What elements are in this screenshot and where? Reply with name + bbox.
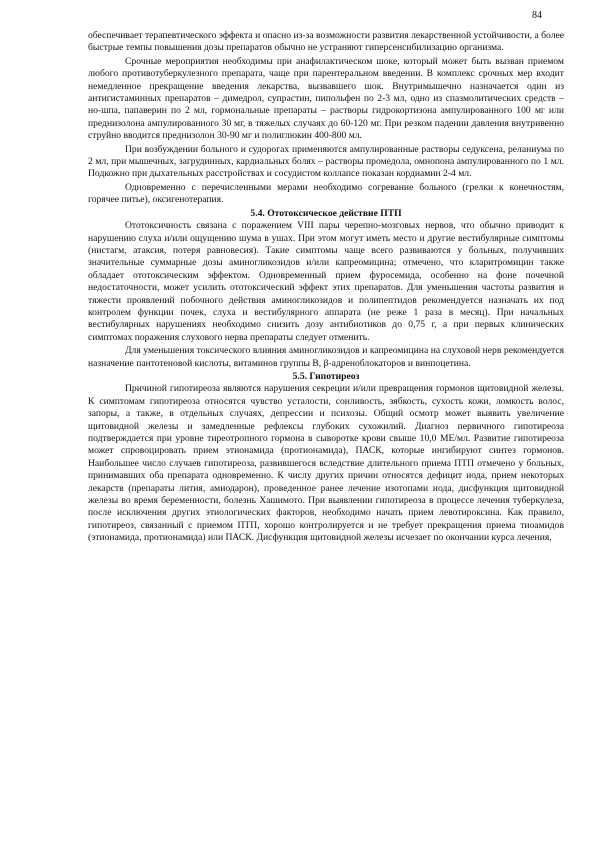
section-heading-ototoxicity: 5.4. Ототоксическое действие ПТП: [250, 207, 402, 219]
document-body: [88, 30, 564, 546]
paragraph-hypothyroidism: Причиной гипотиреоза являются нарушения секреции и/или превращения гормонов щитовидной железы. К симптомам гипотиреоза относятся чувство усталости, сонливость, зябкость, сухость кожи, ломкость волос, запоры, а также, в отдельных случаях, депрессии и психозы. Общий осмотр может выявить увеличение щитовидной железы и замедленные рефлексы глубоких сухожилий. Диагноз первичного гипотиреоза подтверждается при уровне тиреотропного гормона в сыворотке крови свыше 10,0 МЕ/мл. Развитие гипотиреоза может спровоцировать прием этионамида (протионамида), ПАСК, которые ингибируют синтез гормонов. Наибольшее число случаев гипотиреоза, развившегося вследствие длительного приема ПТП отмечено у больных, принимавших оба препарата одновременно. К числу других причин относятся дефицит иода, прием некоторых лекарств (препараты лития, амиодарон), проведенное ранее лечение изотопами иода, дисфункция щитовидной железы во время беременности, болезнь Хашимото. При выявлении гипотиреоза в процессе лечения туберкулеза, после исключения других этиологических факторов, необходимо начать прием левотироксина. Как правило, гипотиреоз, связанный с приемом ПТП, хорошо контролируется и не требует прекращения приема тиоамидов (этионамида, протионамида) или ПАСК. Дисфункция щитовидной железы исчезает по окончании курса лечения,: [88, 383, 564, 544]
page-number: 84: [532, 10, 542, 21]
paragraph-continuation: обеспечивает терапевтического эффекта и опасно из-за возможности развития лекарственной устойчивости, а более быстрые темпы повышения дозы препаратов обычно не устраняют гиперсенсибилизацию организма.: [88, 30, 564, 54]
paragraph-ototoxicity-prevention: Для уменьшения токсического влияния аминогликозидов и капреомицина на слуховой нерв рекомендуется назначение пантотеновой кислоты, витаминов группы В, β-адреноблокаторов и винпоцетина.: [88, 345, 564, 369]
paragraph-ototoxicity: Ототоксичность связана с поражением VIII пары черепно-мозговых нервов, что обычно приводит к нарушению слуха и/или ощущению шума в ушах. При этом могут иметь место и другие вестибулярные симптомы (нистагм, атаксия, потеря равновесия). Такие симптомы чаще всего развиваются у больных, получивших значительные суммарные дозы аминогликозидов и/или капреомицина; отмечено, что кларитромицин также обладает ототоксическим эффектом. Одновременный прием фуросемида, особенно на фоне почечной недостаточности, может усилить ототоксический эффект этих препаратов. Для уменьшения частоты развития и тяжести проявлений побочного действия аминогликозидов и полипептидов рекомендуется назначать их под контролем функции почек, слуха и вестибулярного аппарата (не реже 1 раза в месяц). При начальных вестибулярных нарушениях необходимо снизить дозу антибиотиков до 0,75 г, а при первых клинических симптомах поражения слухового нерва препараты следует отменить.: [88, 220, 564, 343]
paragraph-anaphylactic-shock: Срочные мероприятия необходимы при анафилактическом шоке, который может быть вызван приемом любого противотуберкулезного препарата, чаще при парентеральном введении. В комплекс срочных мер входит немедленное прекращение введения лекарства, вызвавшего шок. Внутримышечно назначается один из антигистаминных препаратов – димедрол, супрастин, пипольфен по 2-3 мл, одно из спазмолитических средств – но-шпа, папаверин по 2 мл, гормональные препараты – растворы гидрокортизона ампулированного 100 мг или преднизолона ампулированного 30 мг, в тяжелых случаях до 60-120 мг. При резком падении давления внутривенно струйно вводится преднизолон 30-90 мг и полиглюкин 400-800 мл.: [88, 55, 564, 142]
paragraph-warming: Одновременно с перечисленными мерами необходимо согревание больного (грелки к конечностям, горячее питье), оксигенотерапия.: [88, 181, 564, 206]
paragraph-seizures: При возбуждении больного и судорогах применяются ампулированные растворы седуксена, реланиума по 2 мл, при мышечных, загрудинных, кардиальных болях – растворы промедола, омнопона ампулированного по 1 мл. Подкожно при дыхательных расстройствах и сосудистом коллапсе показан кордиамин 2-4 мл.: [88, 143, 564, 180]
section-heading-hypothyroidism: 5.5. Гипотиреоз: [292, 370, 360, 382]
